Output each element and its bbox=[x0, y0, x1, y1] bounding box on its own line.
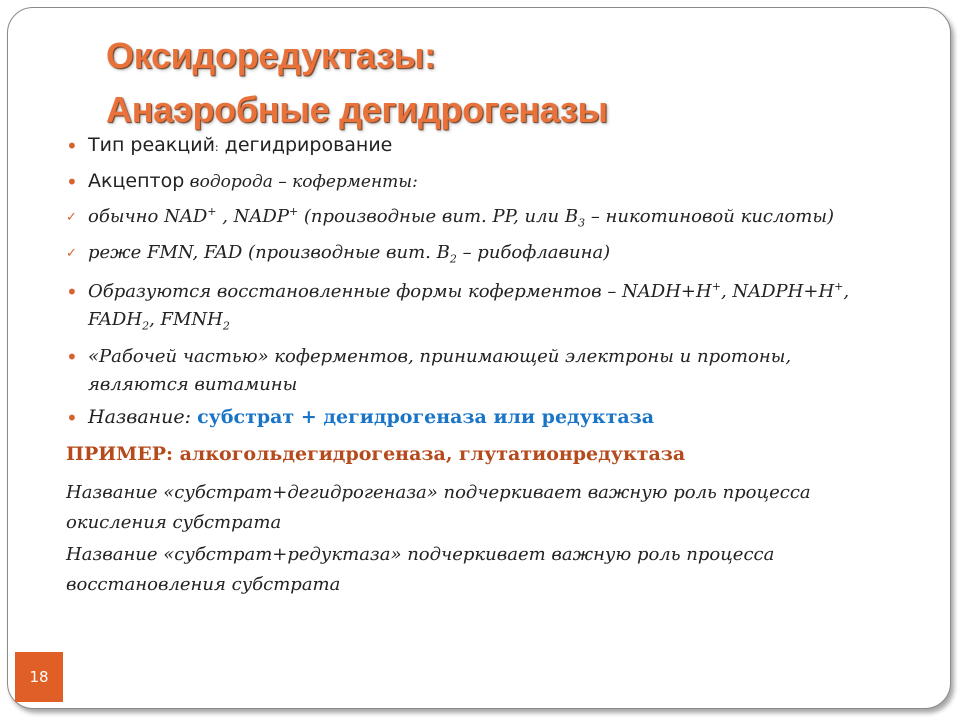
paragraph-reductase: Название «субстрат+редуктаза» подчеркивает важную роль процесса восстановления субстрата bbox=[66, 544, 775, 595]
bullet-icon: • bbox=[66, 134, 78, 158]
bullet-icon: • bbox=[66, 280, 78, 304]
reaction-type-value: дегидрирование bbox=[218, 134, 393, 156]
reaction-type-colon: : bbox=[214, 141, 219, 154]
check-icon: ✓ bbox=[66, 246, 77, 261]
slide-title bbox=[106, 29, 608, 137]
check-fmn: ✓ реже FMN, FAD (производные вит. $B_2$ – рибофлавина) bbox=[66, 242, 611, 266]
acceptor-label: Акцептор bbox=[88, 170, 185, 192]
bullet-reaction-type bbox=[66, 134, 392, 156]
bullet-reduced-forms: • Образуются восстановленные формы коферментов – NADH+H+, NADPH+H+, $FADH_2$, $FMNH_2$ bbox=[66, 280, 850, 333]
check-nad: ✓ обычно NAD+ , NADP+ (производные вит. PP, или $B_3$ – никотиновой кислоты) bbox=[66, 205, 835, 230]
bullet-acceptor bbox=[66, 170, 418, 192]
title-line-1: Оксидоредуктазы: bbox=[106, 35, 436, 76]
nad-text-a: обычно NAD bbox=[88, 206, 208, 227]
reaction-type-label: Тип реакций bbox=[88, 134, 215, 156]
naming-formula: субстрат + дегидрогеназа или редуктаза bbox=[197, 406, 655, 428]
paragraph-dehydrogenase: Название «субстрат+дегидрогеназа» подчеркивает важную роль процесса окисления субстрата bbox=[66, 482, 811, 533]
page-number-badge: 18 bbox=[15, 652, 63, 702]
bullet-icon: • bbox=[66, 406, 78, 430]
bullet-naming bbox=[66, 406, 654, 428]
bullet-working-part: • «Рабочей частью» коферментов, принимающей электроны и протоны, являются витамины bbox=[66, 345, 792, 395]
bullet-icon: • bbox=[66, 345, 78, 369]
title-line-2: Анаэробные дегидрогеназы bbox=[106, 89, 608, 130]
check-icon: ✓ bbox=[66, 210, 77, 225]
acceptor-value: водорода – коферменты: bbox=[184, 172, 418, 192]
example-line: ПРИМЕР: алкогольдегидрогеназа, глутатионредуктаза bbox=[66, 443, 686, 465]
bullet-icon: • bbox=[66, 170, 78, 194]
naming-label: Название: bbox=[88, 406, 198, 428]
